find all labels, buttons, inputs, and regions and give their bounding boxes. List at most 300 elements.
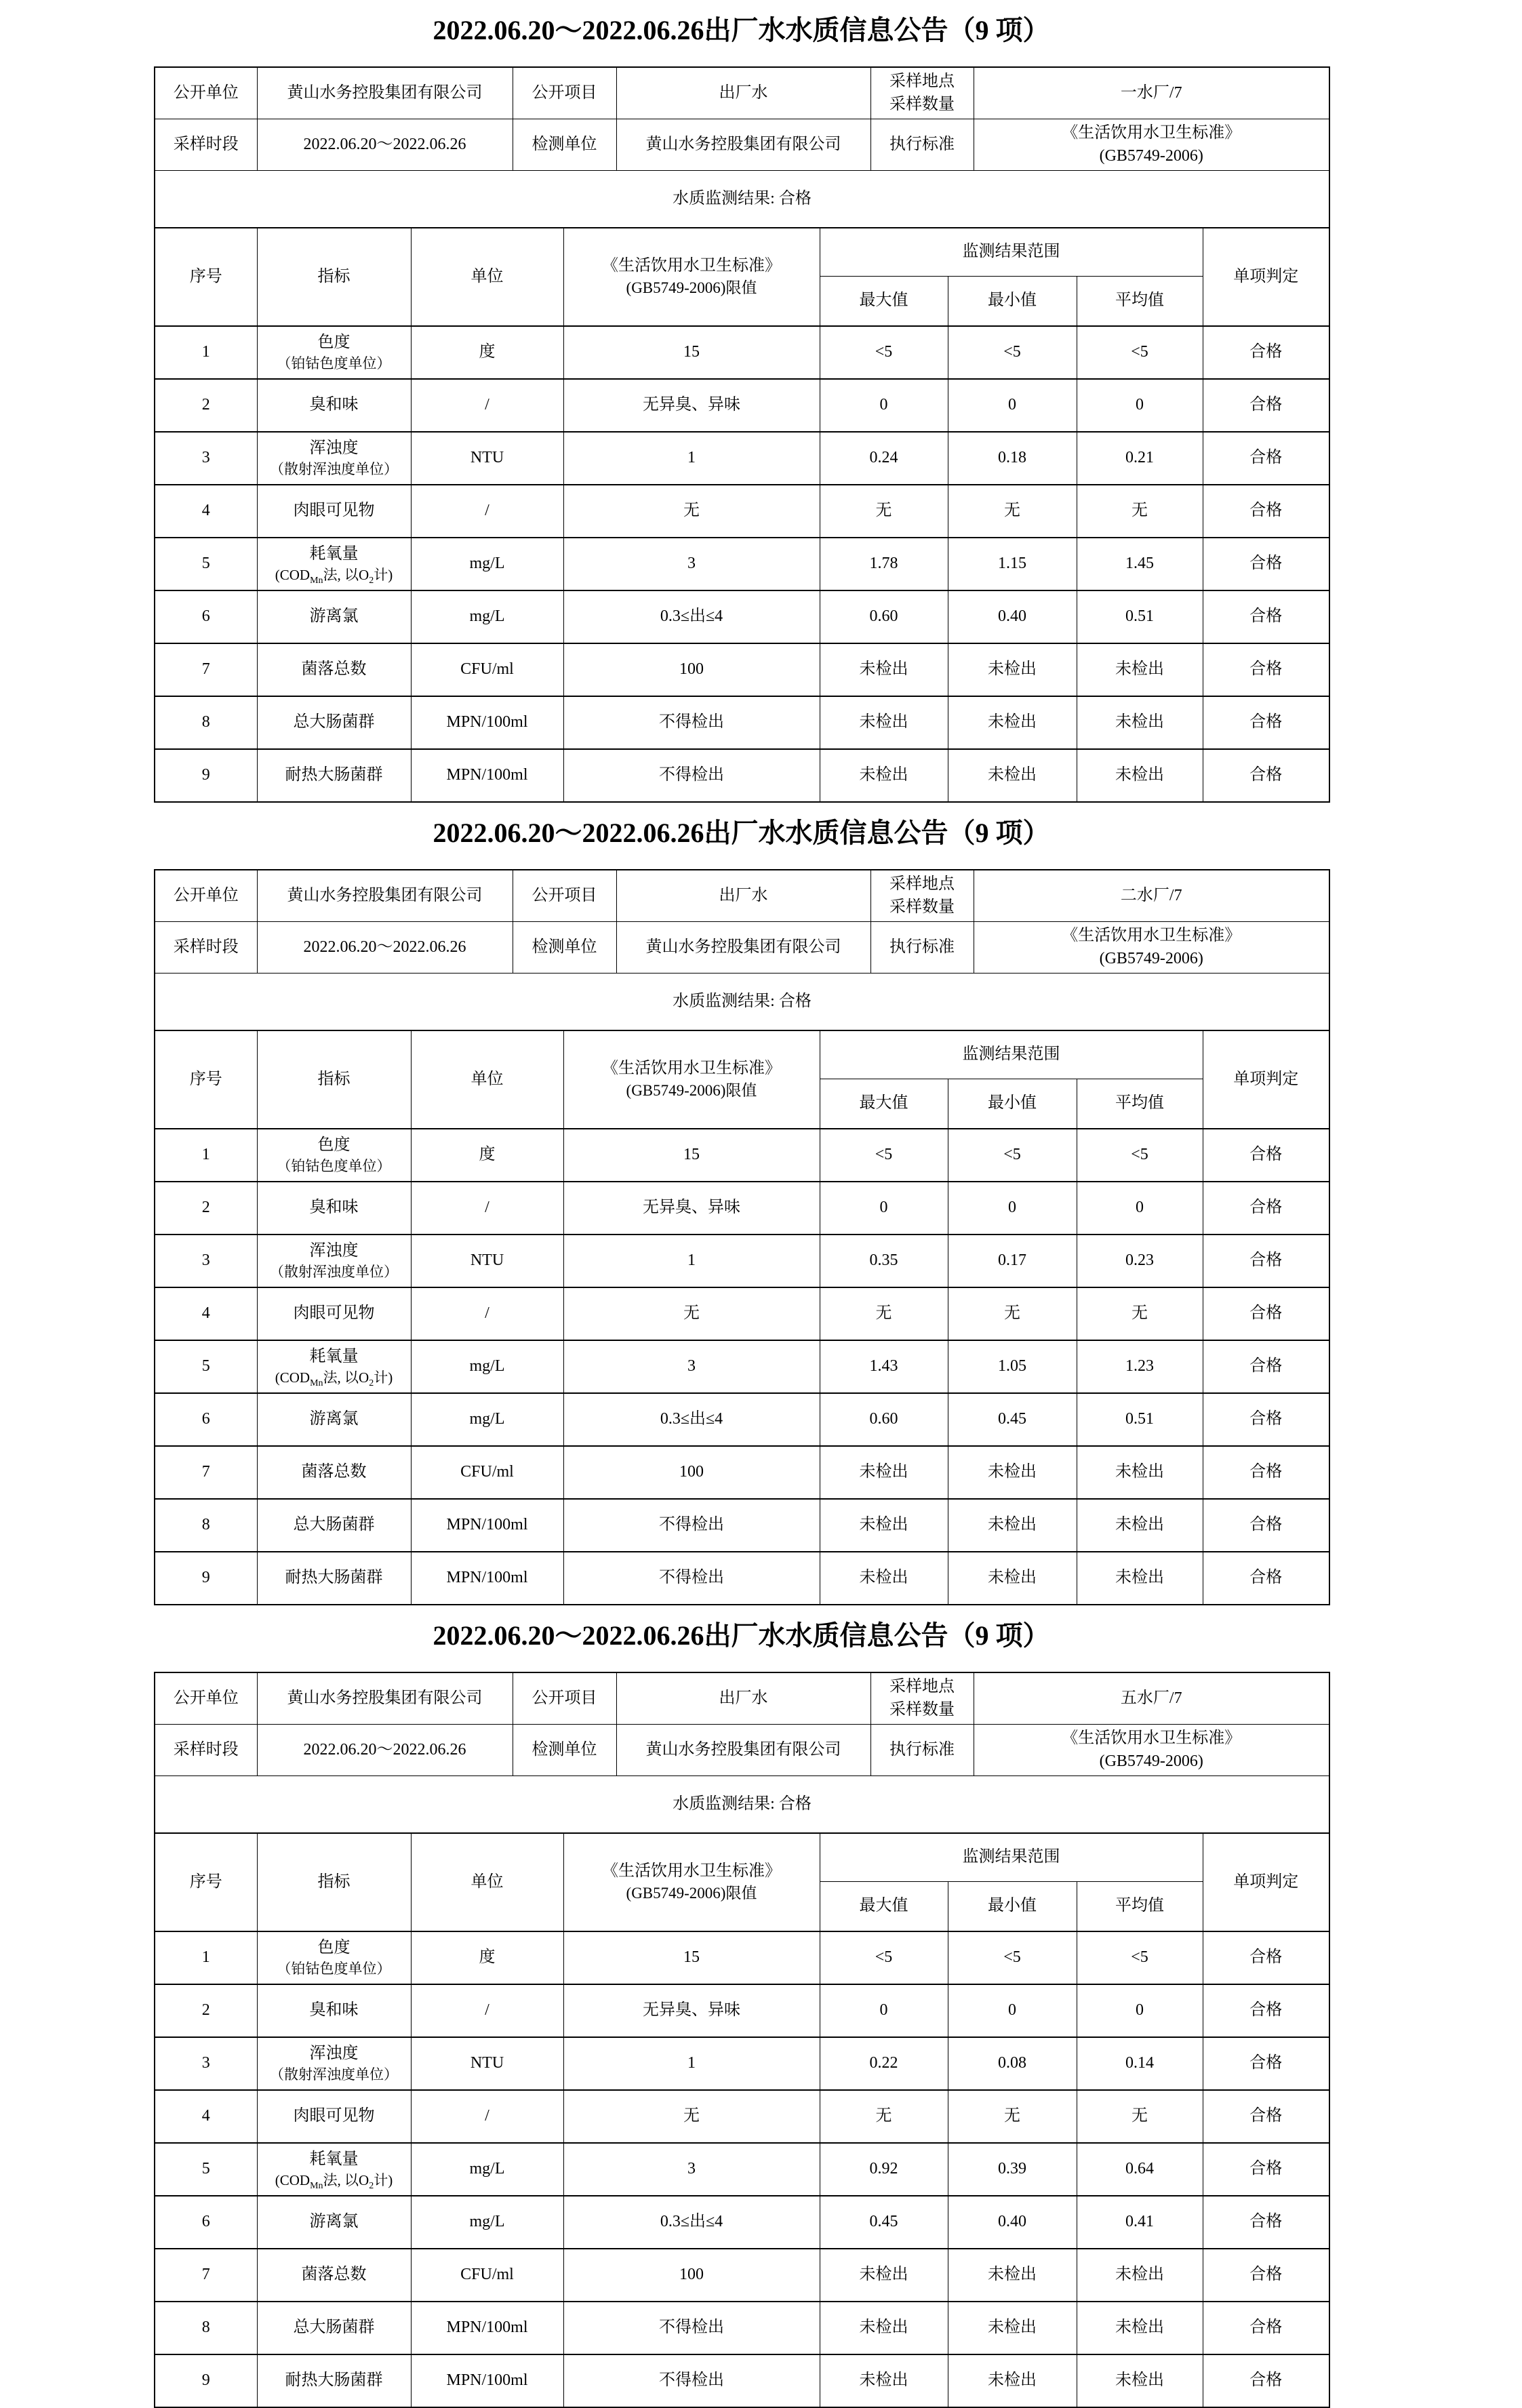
judge-cell: 合格 [1203, 1287, 1329, 1340]
indicator-line: 浑浊度 [309, 1241, 359, 1260]
indicator-line: 浑浊度 [309, 439, 359, 457]
standard-label: 执行标准 [870, 922, 974, 974]
result-cell: 水质监测结果: 合格 [155, 171, 1329, 228]
seq-cell: 9 [155, 2354, 257, 2407]
sampling-location-label-line1: 采样地点 [889, 1677, 955, 1695]
avg-value-cell: 0.21 [1077, 432, 1203, 485]
indicator-line: （铂钴色度单位） [277, 1961, 391, 1978]
seq-header: 序号 [155, 228, 257, 326]
indicator-subscript: 2 [369, 576, 374, 586]
info-row-1 [155, 870, 1329, 922]
indicator-line: 色度 [317, 1938, 351, 1956]
indicator-cell [257, 326, 411, 379]
limit-cell: 100 [563, 2249, 820, 2302]
min-value-cell: <5 [948, 326, 1077, 379]
avg-value-cell: 未检出 [1077, 696, 1203, 749]
seq-cell: 6 [155, 2196, 257, 2249]
limit-cell: 3 [563, 538, 820, 590]
indicator-line: （铂钴色度单位） [277, 355, 391, 372]
seq-cell: 1 [155, 326, 257, 379]
unit-cell: MPN/100ml [411, 2354, 563, 2407]
max-header: 最大值 [820, 1079, 948, 1129]
seq-cell: 7 [155, 1446, 257, 1499]
judge-cell: 合格 [1203, 1235, 1329, 1287]
table-row [155, 1235, 1329, 1287]
indicator-cell [257, 590, 411, 643]
indicator-line: 菌落总数 [301, 1463, 367, 1481]
standard-value [974, 922, 1329, 974]
announcement-block [0, 1620, 1522, 2408]
limit-header [563, 228, 820, 326]
limit-cell: 不得检出 [563, 749, 820, 802]
judge-cell: 合格 [1203, 749, 1329, 802]
indicator-line: 肉眼可见物 [293, 1304, 375, 1323]
indicator-line: 色度 [317, 333, 351, 351]
limit-cell: 不得检出 [563, 1499, 820, 1552]
limit-cell: 无异臭、异味 [563, 1182, 820, 1235]
sampling-location-label-line2: 采样数量 [889, 898, 955, 916]
judge-cell: 合格 [1203, 1931, 1329, 1984]
result-row [155, 1776, 1329, 1834]
unit-cell: mg/L [411, 2143, 563, 2196]
min-value-cell: 0.39 [948, 2143, 1077, 2196]
indicator-cell [257, 1931, 411, 1984]
range-group-header: 监测结果范围 [820, 1833, 1203, 1882]
table-row [155, 1182, 1329, 1235]
indicator-line: 总大肠菌群 [293, 713, 375, 731]
period-value: 2022.06.20～2022.06.26 [257, 1725, 513, 1776]
period-label: 采样时段 [155, 922, 257, 974]
indicator-cell [257, 379, 411, 432]
indicator-subscript: Mn [310, 2181, 323, 2192]
avg-value-cell: 未检出 [1077, 2302, 1203, 2354]
limit-cell: 100 [563, 1446, 820, 1499]
period-value: 2022.06.20～2022.06.26 [257, 119, 513, 171]
table-row [155, 1552, 1329, 1605]
indicator-cell [257, 538, 411, 590]
seq-cell: 4 [155, 485, 257, 538]
limit-cell: 无异臭、异味 [563, 379, 820, 432]
seq-cell: 7 [155, 2249, 257, 2302]
seq-cell: 2 [155, 1984, 257, 2037]
indicator-cell [257, 2249, 411, 2302]
avg-value-cell: 0.41 [1077, 2196, 1203, 2249]
indicator-line: 肉眼可见物 [293, 2107, 375, 2125]
limit-cell: 不得检出 [563, 1552, 820, 1605]
indicator-line: 浑浊度 [309, 2044, 359, 2062]
standard-value-line2: (GB5749-2006) [1099, 949, 1203, 967]
table-row [155, 1393, 1329, 1446]
indicator-text: (COD [275, 567, 311, 584]
avg-value-cell: 0.51 [1077, 590, 1203, 643]
project-value: 出厂水 [616, 1672, 870, 1725]
limit-cell: 15 [563, 326, 820, 379]
limit-cell: 100 [563, 643, 820, 696]
avg-value-cell: 无 [1077, 485, 1203, 538]
announcement-list [0, 15, 1522, 2408]
judge-cell: 合格 [1203, 2249, 1329, 2302]
min-value-cell: <5 [948, 1129, 1077, 1182]
min-value-cell: 未检出 [948, 696, 1077, 749]
max-value-cell: 无 [820, 2090, 948, 2143]
data-table [154, 227, 1330, 803]
avg-value-cell: 0 [1077, 379, 1203, 432]
seq-header: 序号 [155, 1833, 257, 1931]
project-value: 出厂水 [616, 67, 870, 119]
page-title: 2022.06.20～2022.06.26出厂水水质信息公告（9 项） [433, 1620, 1050, 1651]
unit-cell: NTU [411, 2037, 563, 2090]
max-value-cell: <5 [820, 1129, 948, 1182]
indicator-header: 指标 [257, 1030, 411, 1129]
indicator-line: 耗氧量 [309, 2150, 359, 2168]
data-rows [155, 1129, 1329, 1605]
max-value-cell: 未检出 [820, 1499, 948, 1552]
max-value-cell: 无 [820, 1287, 948, 1340]
unit-cell: CFU/ml [411, 2249, 563, 2302]
inspector-value: 黄山水务控股集团有限公司 [616, 119, 870, 171]
indicator-text: (COD [275, 2172, 311, 2189]
seq-cell: 3 [155, 432, 257, 485]
limit-cell: 无 [563, 485, 820, 538]
data-rows [155, 326, 1329, 802]
avg-value-cell: 0.23 [1077, 1235, 1203, 1287]
limit-cell: 无 [563, 2090, 820, 2143]
standard-label: 执行标准 [870, 119, 974, 171]
min-value-cell: 0.17 [948, 1235, 1077, 1287]
unit-cell: / [411, 485, 563, 538]
avg-value-cell: 0.51 [1077, 1393, 1203, 1446]
limit-cell: 无异臭、异味 [563, 1984, 820, 2037]
avg-value-cell: 0 [1077, 1984, 1203, 2037]
avg-value-cell: 0 [1077, 1182, 1203, 1235]
indicator-line [258, 565, 411, 585]
announcement-block [0, 818, 1522, 1605]
table-row [155, 379, 1329, 432]
limit-cell: 不得检出 [563, 2302, 820, 2354]
avg-value-cell: 未检出 [1077, 1446, 1203, 1499]
indicator-cell [257, 749, 411, 802]
indicator-line: 耐热大肠菌群 [285, 1569, 383, 1587]
unit-cell: mg/L [411, 1393, 563, 1446]
judge-header: 单项判定 [1203, 1833, 1329, 1931]
judge-cell: 合格 [1203, 2037, 1329, 2090]
limit-cell: 1 [563, 432, 820, 485]
table-row [155, 1499, 1329, 1552]
seq-cell: 7 [155, 643, 257, 696]
min-value-cell: 0.08 [948, 2037, 1077, 2090]
indicator-cell [257, 643, 411, 696]
judge-cell: 合格 [1203, 1446, 1329, 1499]
avg-value-cell: <5 [1077, 1931, 1203, 1984]
unit-cell: 度 [411, 1129, 563, 1182]
limit-header-line2: (GB5749-2006)限值 [626, 1885, 757, 1902]
table-row [155, 2302, 1329, 2354]
inspector-value: 黄山水务控股集团有限公司 [616, 922, 870, 974]
limit-cell: 0.3≤出≤4 [563, 590, 820, 643]
indicator-text: 计) [374, 2172, 393, 2189]
indicator-line [258, 1368, 411, 1388]
table-row [155, 485, 1329, 538]
avg-value-cell: 未检出 [1077, 1552, 1203, 1605]
avg-value-cell: 无 [1077, 2090, 1203, 2143]
min-value-cell: 0.18 [948, 432, 1077, 485]
max-value-cell: 无 [820, 485, 948, 538]
standard-value-line2: (GB5749-2006) [1099, 1752, 1203, 1770]
info-table [154, 66, 1330, 228]
table-row [155, 590, 1329, 643]
unit-cell: / [411, 1984, 563, 2037]
standard-value-line2: (GB5749-2006) [1099, 146, 1203, 165]
seq-cell: 1 [155, 1129, 257, 1182]
indicator-cell [257, 432, 411, 485]
indicator-line: （散射浑浊度单位） [270, 2066, 398, 2083]
seq-cell: 9 [155, 1552, 257, 1605]
inspector-value: 黄山水务控股集团有限公司 [616, 1725, 870, 1776]
seq-cell: 3 [155, 1235, 257, 1287]
max-value-cell: 未检出 [820, 1552, 948, 1605]
result-row [155, 974, 1329, 1031]
limit-cell: 0.3≤出≤4 [563, 1393, 820, 1446]
publisher-label: 公开单位 [155, 67, 257, 119]
table-row [155, 749, 1329, 802]
avg-value-cell: 1.45 [1077, 538, 1203, 590]
unit-cell: mg/L [411, 1340, 563, 1393]
max-value-cell: <5 [820, 326, 948, 379]
limit-cell: 1 [563, 2037, 820, 2090]
table-row [155, 2090, 1329, 2143]
judge-cell: 合格 [1203, 1393, 1329, 1446]
indicator-cell [257, 1287, 411, 1340]
indicator-text: 法, 以O [323, 1369, 369, 1386]
limit-cell: 1 [563, 1235, 820, 1287]
max-value-cell: 0.45 [820, 2196, 948, 2249]
unit-cell: mg/L [411, 2196, 563, 2249]
data-table [154, 1030, 1330, 1605]
table-row [155, 643, 1329, 696]
min-header: 最小值 [948, 277, 1077, 327]
unit-cell: / [411, 1287, 563, 1340]
max-value-cell: 0.22 [820, 2037, 948, 2090]
avg-value-cell: 0.14 [1077, 2037, 1203, 2090]
project-value: 出厂水 [616, 870, 870, 922]
indicator-subscript: 2 [369, 2181, 374, 2192]
judge-cell: 合格 [1203, 696, 1329, 749]
info-table [154, 1672, 1330, 1834]
standard-value [974, 119, 1329, 171]
unit-cell: MPN/100ml [411, 696, 563, 749]
indicator-line: 游离氯 [309, 1410, 359, 1428]
max-value-cell: 0 [820, 1984, 948, 2037]
seq-cell: 8 [155, 2302, 257, 2354]
judge-cell: 合格 [1203, 2090, 1329, 2143]
limit-cell: 15 [563, 1129, 820, 1182]
limit-cell: 0.3≤出≤4 [563, 2196, 820, 2249]
limit-cell: 3 [563, 1340, 820, 1393]
period-value: 2022.06.20～2022.06.26 [257, 922, 513, 974]
data-table-body [155, 1833, 1329, 1931]
max-value-cell: 未检出 [820, 2354, 948, 2407]
unit-cell: mg/L [411, 590, 563, 643]
seq-cell: 9 [155, 749, 257, 802]
unit-cell: MPN/100ml [411, 1552, 563, 1605]
unit-cell: CFU/ml [411, 1446, 563, 1499]
table-row [155, 2196, 1329, 2249]
indicator-line: 游离氯 [309, 2213, 359, 2231]
page-title: 2022.06.20～2022.06.26出厂水水质信息公告（9 项） [433, 818, 1050, 848]
sampling-location-value: 五水厂/7 [974, 1672, 1329, 1725]
publisher-value: 黄山水务控股集团有限公司 [257, 870, 513, 922]
limit-header-line2: (GB5749-2006)限值 [626, 1082, 757, 1100]
unit-cell: NTU [411, 1235, 563, 1287]
min-value-cell: 未检出 [948, 2249, 1077, 2302]
indicator-cell [257, 1235, 411, 1287]
info-row-2 [155, 1725, 1329, 1776]
unit-cell: / [411, 379, 563, 432]
indicator-line: 色度 [317, 1136, 351, 1154]
indicator-text: 法, 以O [323, 2172, 369, 2189]
seq-cell: 5 [155, 538, 257, 590]
unit-header: 单位 [411, 1833, 563, 1931]
judge-cell: 合格 [1203, 2143, 1329, 2196]
standard-value-line1: 《生活饮用水卫生标准》 [1062, 123, 1241, 142]
table-row [155, 1446, 1329, 1499]
indicator-cell [257, 2090, 411, 2143]
min-value-cell: 0 [948, 379, 1077, 432]
min-value-cell: 未检出 [948, 749, 1077, 802]
max-value-cell: 0.92 [820, 2143, 948, 2196]
max-value-cell: 未检出 [820, 643, 948, 696]
judge-cell: 合格 [1203, 2196, 1329, 2249]
info-row-2 [155, 922, 1329, 974]
max-value-cell: 未检出 [820, 1446, 948, 1499]
table-row [155, 326, 1329, 379]
indicator-header: 指标 [257, 1833, 411, 1931]
indicator-line: 耗氧量 [309, 544, 359, 563]
standard-value-line1: 《生活饮用水卫生标准》 [1062, 926, 1241, 944]
min-value-cell: 未检出 [948, 2302, 1077, 2354]
min-value-cell: 无 [948, 1287, 1077, 1340]
table-row [155, 1129, 1329, 1182]
indicator-line: 肉眼可见物 [293, 502, 375, 520]
seq-cell: 2 [155, 1182, 257, 1235]
sampling-location-label-line1: 采样地点 [889, 875, 955, 893]
max-value-cell: 未检出 [820, 696, 948, 749]
max-value-cell: 1.43 [820, 1340, 948, 1393]
avg-value-cell: 无 [1077, 1287, 1203, 1340]
project-label: 公开项目 [513, 1672, 616, 1725]
avg-value-cell: 未检出 [1077, 2249, 1203, 2302]
seq-cell: 5 [155, 1340, 257, 1393]
sampling-location-value: 一水厂/7 [974, 67, 1329, 119]
indicator-cell [257, 1393, 411, 1446]
judge-cell: 合格 [1203, 326, 1329, 379]
indicator-line: 总大肠菌群 [293, 1516, 375, 1534]
header-row-top [155, 1833, 1329, 1882]
info-row-1 [155, 67, 1329, 119]
max-value-cell: 1.78 [820, 538, 948, 590]
judge-cell: 合格 [1203, 1552, 1329, 1605]
unit-cell: / [411, 2090, 563, 2143]
indicator-line: 臭和味 [309, 1199, 359, 1217]
judge-cell: 合格 [1203, 1129, 1329, 1182]
info-table-body [155, 1672, 1329, 1833]
avg-value-cell: 未检出 [1077, 749, 1203, 802]
indicator-cell [257, 2037, 411, 2090]
info-row-2 [155, 119, 1329, 171]
limit-cell: 不得检出 [563, 696, 820, 749]
indicator-cell [257, 2354, 411, 2407]
indicator-line: 游离氯 [309, 607, 359, 626]
unit-cell: 度 [411, 1931, 563, 1984]
inspector-label: 检测单位 [513, 119, 616, 171]
unit-cell: 度 [411, 326, 563, 379]
indicator-cell [257, 1552, 411, 1605]
info-row-1 [155, 1672, 1329, 1725]
limit-cell: 3 [563, 2143, 820, 2196]
project-label: 公开项目 [513, 67, 616, 119]
judge-header: 单项判定 [1203, 228, 1329, 326]
judge-cell: 合格 [1203, 538, 1329, 590]
min-header: 最小值 [948, 1079, 1077, 1129]
avg-header: 平均值 [1077, 1079, 1203, 1129]
max-value-cell: 0 [820, 379, 948, 432]
table-row [155, 1931, 1329, 1984]
judge-cell: 合格 [1203, 590, 1329, 643]
min-value-cell: 0 [948, 1984, 1077, 2037]
publisher-value: 黄山水务控股集团有限公司 [257, 1672, 513, 1725]
judge-cell: 合格 [1203, 1340, 1329, 1393]
table-row [155, 2354, 1329, 2407]
min-value-cell: 未检出 [948, 2354, 1077, 2407]
judge-cell: 合格 [1203, 1499, 1329, 1552]
max-value-cell: 0 [820, 1182, 948, 1235]
table-row [155, 432, 1329, 485]
standard-value-line1: 《生活饮用水卫生标准》 [1062, 1729, 1241, 1747]
indicator-line: 总大肠菌群 [293, 2319, 375, 2337]
indicator-text: 法, 以O [323, 567, 369, 584]
table-row [155, 1287, 1329, 1340]
indicator-cell [257, 696, 411, 749]
table-row [155, 2037, 1329, 2090]
info-table [154, 869, 1330, 1031]
min-value-cell: 未检出 [948, 643, 1077, 696]
table-row [155, 2249, 1329, 2302]
judge-cell: 合格 [1203, 643, 1329, 696]
limit-header [563, 1833, 820, 1931]
indicator-text: 计) [374, 1369, 393, 1386]
indicator-line: （散射浑浊度单位） [270, 461, 398, 478]
judge-cell: 合格 [1203, 1182, 1329, 1235]
seq-cell: 5 [155, 2143, 257, 2196]
indicator-subscript: Mn [310, 576, 323, 586]
limit-cell: 15 [563, 1931, 820, 1984]
indicator-subscript: Mn [310, 1378, 323, 1389]
data-rows [155, 1931, 1329, 2407]
unit-cell: MPN/100ml [411, 749, 563, 802]
page-title: 2022.06.20～2022.06.26出厂水水质信息公告（9 项） [433, 15, 1050, 45]
seq-cell: 8 [155, 696, 257, 749]
indicator-cell [257, 2143, 411, 2196]
seq-cell: 8 [155, 1499, 257, 1552]
result-row [155, 171, 1329, 228]
unit-header: 单位 [411, 1030, 563, 1129]
indicator-text: (COD [275, 1369, 311, 1386]
max-value-cell: 0.35 [820, 1235, 948, 1287]
avg-header: 平均值 [1077, 277, 1203, 327]
indicator-cell [257, 1129, 411, 1182]
period-label: 采样时段 [155, 1725, 257, 1776]
header-row-top [155, 228, 1329, 277]
